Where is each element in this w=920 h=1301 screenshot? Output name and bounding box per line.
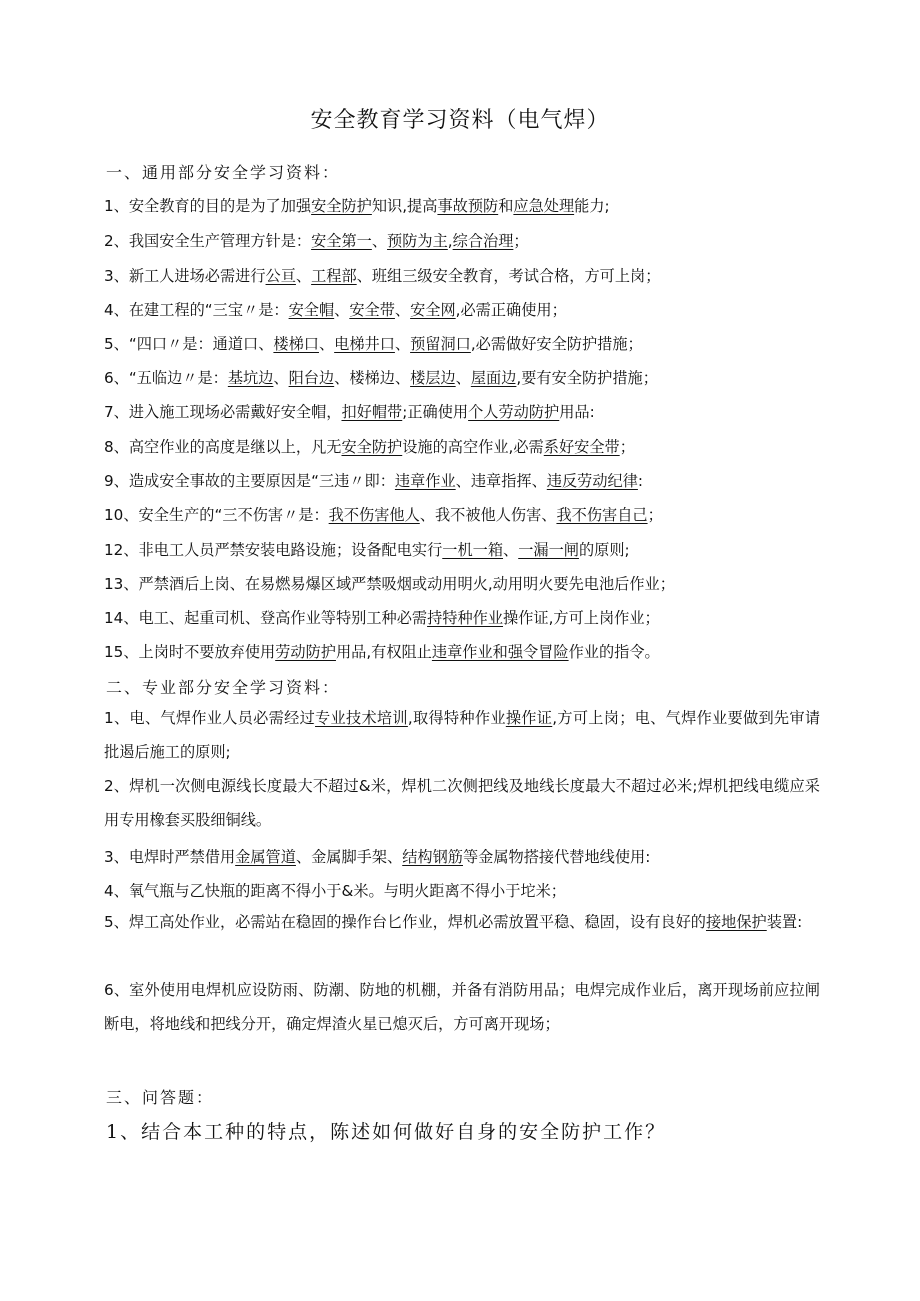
item-text: ,	[447, 232, 453, 250]
underlined-term: 事故预防	[437, 197, 499, 215]
item-text: 用品:	[559, 403, 595, 421]
section-1-item	[104, 367, 820, 388]
underlined-term: 安全防护	[341, 438, 403, 456]
section-3-heading: 三、问答题：	[106, 1088, 215, 1107]
underlined-term: 结构钢筋	[402, 848, 463, 866]
section-2-item	[104, 769, 820, 837]
section-2-item	[104, 905, 820, 939]
item-text: 、我不被他人伤害、	[419, 506, 557, 524]
item-text: 的原则;	[578, 541, 630, 559]
section-1-item	[104, 265, 820, 286]
item-text: :	[637, 472, 644, 490]
underlined-term: 违反劳动纪律	[546, 472, 638, 490]
item-text: ,方可上岗；电、气焊作业要做到先审请批遏后施工的原则;	[104, 709, 821, 761]
item-text: 、	[273, 369, 289, 387]
item-text: 等金属物搭接代替地线使用:	[462, 848, 651, 866]
underlined-term: 我不伤害自己	[556, 506, 648, 524]
item-text: 用品,有权阻止	[335, 643, 432, 661]
item-text: 1、安全教育的目的是为了加强	[104, 197, 312, 215]
underlined-term: 预留洞口	[410, 335, 471, 353]
item-text: 和	[498, 197, 514, 215]
document-title: 安全教育学习资料（电气焊）	[310, 108, 610, 133]
item-text: ；	[619, 438, 635, 456]
item-text: 5、焊工高处作业，必需站在稳固的操作台匕作业，焊机必需放置平稳、稳固，设有良好的	[104, 913, 706, 931]
underlined-term: 阳台边	[288, 369, 335, 387]
item-text: 、违章指挥、	[455, 472, 547, 490]
item-text: 9、造成安全事故的主要原因是“三违〃即：	[104, 472, 395, 490]
underlined-term: 预防为主	[387, 232, 448, 250]
section-1-item	[104, 401, 820, 422]
underlined-term: 我不伤害他人	[328, 506, 420, 524]
underlined-term: 屋面边	[470, 369, 517, 387]
item-text: 2、我国安全生产管理方针是：	[104, 232, 312, 250]
section-1-item	[104, 607, 820, 628]
item-text: ,必需正确使用；	[455, 301, 567, 319]
underlined-term: 公亘	[265, 267, 296, 285]
item-text: 13、严禁酒后上岗、在易燃易爆区域严禁吸烟或动用明火,动用明火要先电池后作业；	[104, 575, 675, 593]
underlined-term: 接地保护	[705, 913, 767, 931]
item-text: 15、上岗时不要放弃使用	[104, 643, 276, 661]
item-text: 6、室外使用电焊机应设防雨、防潮、防地的机棚，并备有消防用品；电焊完成作业后，离开现场前应拉闸断电，将地线和把线分开，确定焊渣火星已熄灭后，方可离开现场；	[104, 981, 820, 1033]
underlined-term: 专业技术培训	[315, 709, 408, 727]
item-text: ;正确使用	[402, 403, 469, 421]
underlined-term: 楼梯口	[273, 335, 319, 353]
item-text: ,必需做好安全防护措施；	[470, 335, 643, 353]
section-2-item	[104, 880, 820, 901]
item-text: 、	[394, 301, 411, 319]
underlined-term: 劳动防护	[275, 643, 336, 661]
item-text: ；	[647, 506, 663, 524]
item-text: 3、电焊时严禁借用	[104, 848, 236, 866]
item-text: 10、安全生产的“三不伤害〃是：	[104, 506, 329, 524]
item-text: 、	[334, 301, 350, 319]
item-text: 14、电工、起重司机、登高作业等特别工种必需	[104, 609, 428, 627]
item-text: 7、进入施工现场必需戴好安全帽，	[104, 403, 342, 421]
section-1-item	[104, 539, 820, 560]
item-text: 6、“五临边〃是：	[104, 369, 228, 387]
section-1-item	[104, 573, 820, 594]
section-2-item	[104, 701, 820, 769]
underlined-term: 扣好帽带	[341, 403, 403, 421]
item-text: 、	[503, 541, 519, 559]
item-text: 1、电、气焊作业人员必需经过	[104, 709, 316, 727]
item-text: 知识,提高	[371, 197, 438, 215]
item-text: 能力;	[574, 197, 610, 215]
underlined-term: 基坑边	[227, 369, 274, 387]
item-text: 4、氧气瓶与乙快瓶的距离不得小于&米。与明火距离不得小于坨米；	[104, 882, 566, 900]
item-text: 作业的指令。	[568, 643, 660, 661]
section-1-item	[104, 436, 820, 457]
section-2-item	[104, 973, 820, 1041]
underlined-term: 违章作业和强令冒险	[431, 643, 569, 661]
item-text: 、	[295, 267, 312, 285]
item-text: 操作证,方可上岗作业；	[503, 609, 660, 627]
underlined-term: 一漏一闸	[518, 541, 579, 559]
item-text: 2、焊机一次侧电源线长度最大不超过&米，焊机二次侧把线及地线长度最大不超过必米;焊机把线电缆应采用专用橡套买股细铜线。	[104, 777, 820, 829]
item-text: 3、新工人进场必需进行	[104, 267, 266, 285]
underlined-term: 持特种作业	[427, 609, 504, 627]
item-text: 、楼梯边、	[334, 369, 411, 387]
item-text: 、	[394, 335, 411, 353]
question-1: 1、结合本工种的特点，陈述如何做好自身的安全防护工作？	[106, 1121, 667, 1143]
item-text: 、	[371, 232, 388, 250]
item-text: 、金属脚手架、	[295, 848, 403, 866]
underlined-term: 安全第一	[311, 232, 372, 250]
item-text: 8、高空作业的高度是继以上，凡无	[104, 438, 342, 456]
underlined-term: 操作证	[505, 709, 553, 727]
section-1-item	[104, 641, 820, 662]
item-text: 、	[455, 369, 471, 387]
section-2-item	[104, 846, 820, 867]
item-text: 、班组三级安全教育，考试合格，方可上岗；	[356, 267, 661, 285]
section-1-heading: 一、通用部分安全学习资料：	[106, 163, 341, 182]
underlined-term: 金属管道	[235, 848, 296, 866]
underlined-term: 综合治理	[452, 232, 514, 250]
underlined-term: 安全帽	[288, 301, 335, 319]
underlined-term: 违章作业	[394, 472, 456, 490]
underlined-term: 电梯井口	[334, 335, 395, 353]
underlined-term: 系好安全带	[543, 438, 620, 456]
item-text: 、	[318, 335, 335, 353]
item-text: ,要有安全防护措施；	[516, 369, 658, 387]
item-text: 5、“四口〃是：通道口、	[104, 335, 274, 353]
item-text: 12、非电工人员严禁安装电路设施；设备配电实行	[104, 541, 443, 559]
section-1-item	[104, 195, 820, 216]
section-1-item	[104, 230, 820, 251]
section-1-item	[104, 333, 820, 354]
section-1-item	[104, 299, 820, 320]
section-1-item	[104, 470, 820, 491]
underlined-term: 安全带	[349, 301, 395, 319]
underlined-term: 工程部	[311, 267, 357, 285]
item-text: 设施的高空作业,必需	[402, 438, 544, 456]
section-2-heading: 二、专业部分安全学习资料：	[106, 678, 341, 697]
section-1-item	[104, 504, 820, 525]
underlined-term: 安全网	[410, 301, 456, 319]
underlined-term: 楼层边	[410, 369, 456, 387]
underlined-term: 一机一箱	[442, 541, 504, 559]
item-text: ；	[513, 232, 529, 250]
item-text: 4、在建工程的“三宝〃是：	[104, 301, 289, 319]
underlined-term: 安全防护	[311, 197, 372, 215]
underlined-term: 个人劳动防护	[468, 403, 560, 421]
underlined-term: 应急处理	[513, 197, 575, 215]
item-text: 装置:	[766, 913, 803, 931]
item-text: ,取得特种作业	[407, 709, 506, 727]
